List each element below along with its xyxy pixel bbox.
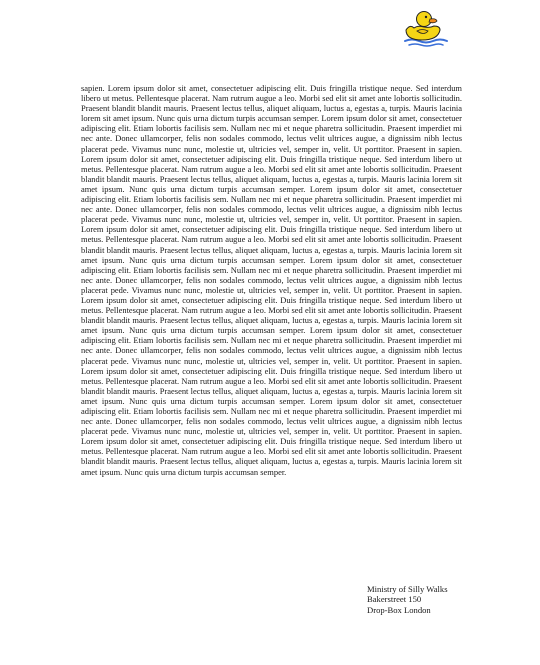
water-line-lower bbox=[409, 44, 443, 46]
address-line-street: Bakerstreet 150 bbox=[367, 594, 422, 605]
duck-beak bbox=[429, 19, 437, 23]
rubber-duck-icon bbox=[400, 8, 450, 48]
duck-head bbox=[417, 12, 432, 27]
rubber-duck-logo bbox=[400, 8, 450, 48]
address-line-city: Drop-Box London bbox=[367, 604, 431, 615]
address-line-organization: Ministry of Silly Walks bbox=[367, 584, 448, 594]
body-paragraph: sapien. Lorem ipsum dolor sit amet, consectetuer adipiscing elit. Duis fringilla tristique neque. Sed interdum libero ut metus. Pellentesque placerat. Nam rutrum augue a leo. Morbi sed elit sit amet ante lobortis sollicitudin. Praesent blandit blandit mauris. Praesent lectus tellus, aliquet aliquam, luctus a, egestas a, turpis. Mauris lacinia lorem sit amet ipsum. Nunc quis urna dictum turpis accumsan semper. Lorem ipsum dolor sit amet, consectetuer adipiscing elit. Etiam lobortis facilisis sem. Nullam nec mi et neque pharetra sollicitudin. Praesent imperdiet mi nec ante. Donec ullamcorper, felis non sodales commodo, lectus velit ultrices augue, a dignissim nibh lectus placerat pede. Vivamus nunc nunc, molestie ut, ultricies vel, semper in, velit. Ut porttitor. Praesent in sapien. Lorem ipsum dolor sit amet, consectetuer adipiscing elit. Duis fringilla tristique neque. Sed interdum libero ut metus. Pellentesque placerat. Nam rutrum augue a leo. Morbi sed elit sit amet ante lobortis sollicitudin. Praesent blandit blandit mauris. Praesent lectus tellus, aliquet aliquam, luctus a, egestas a, turpis. Mauris lacinia lorem sit amet ipsum. Nunc quis urna dictum turpis accumsan semper. Lorem ipsum dolor sit amet, consectetuer adipiscing elit. Etiam lobortis facilisis sem. Nullam nec mi et neque pharetra sollicitudin. Praesent imperdiet mi nec ante. Donec ullamcorper, felis non sodales commodo, lectus velit ultrices augue, a dignissim nibh lectus placerat pede. Vivamus nunc nunc, molestie ut, ultricies vel, semper in, velit. Ut porttitor. Praesent in sapien. Lorem ipsum dolor sit amet, consectetuer adipiscing elit. Duis fringilla tristique neque. Sed interdum libero ut metus. Pellentesque placerat. Nam rutrum augue a leo. Morbi sed elit sit amet ante lobortis sollicitudin. Praesent blandit blandit mauris. Praesent lectus tellus, aliquet aliquam, luctus a, egestas a, turpis. Mauris lacinia lorem sit amet ipsum. Nunc quis urna dictum turpis accumsan semper. Lorem ipsum dolor sit amet, consectetuer adipiscing elit. Etiam lobortis facilisis sem. Nullam nec mi et neque pharetra sollicitudin. Praesent imperdiet mi nec ante. Donec ullamcorper, felis non sodales commodo, lectus velit ultrices augue, a dignissim nibh lectus placerat pede. Vivamus nunc nunc, molestie ut, ultricies vel, semper in, velit. Ut porttitor. Praesent in sapien. Lorem ipsum dolor sit amet, consectetuer adipiscing elit. Duis fringilla tristique neque. Sed interdum libero ut metus. Pellentesque placerat. Nam rutrum augue a leo. Morbi sed elit sit amet ante lobortis sollicitudin. Praesent blandit blandit mauris. Praesent lectus tellus, aliquet aliquam, luctus a, egestas a, turpis. Mauris lacinia lorem sit amet ipsum. Nunc quis urna dictum turpis accumsan semper. Lorem ipsum dolor sit amet, consectetuer adipiscing elit. Etiam lobortis facilisis sem. Nullam nec mi et neque pharetra sollicitudin. Praesent imperdiet mi nec ante. Donec ullamcorper, felis non sodales commodo, lectus velit ultrices augue, a dignissim nibh lectus placerat pede. Vivamus nunc nunc, molestie ut, ultricies vel, semper in, velit. Ut porttitor. Praesent in sapien. Lorem ipsum dolor sit amet, consectetuer adipiscing elit. Duis fringilla tristique neque. Sed interdum libero ut metus. Pellentesque placerat. Nam rutrum augue a leo. Morbi sed elit sit amet ante lobortis sollicitudin. Praesent blandit blandit mauris. Praesent lectus tellus, aliquet aliquam, luctus a, egestas a, turpis. Mauris lacinia lorem sit amet ipsum. Nunc quis urna dictum turpis accumsan semper. Lorem ipsum dolor sit amet, consectetuer adipiscing elit. Etiam lobortis facilisis sem. Nullam nec mi et neque pharetra sollicitudin. Praesent imperdiet mi nec ante. Donec ullamcorper, felis non sodales commodo, lectus velit ultrices augue, a dignissim nibh lectus placerat pede. Vivamus nunc nunc, molestie ut, ultricies vel, semper in, velit. Ut porttitor. Praesent in sapien. Lorem ipsum dolor sit amet, consectetuer adipiscing elit. Duis fringilla tristique neque. Sed interdum libero ut metus. Pellentesque placerat. Nam rutrum augue a leo. Morbi sed elit sit amet ante lobortis sollicitudin. Praesent blandit blandit mauris. Praesent lectus tellus, aliquet aliquam, luctus a, egestas a, turpis. Mauris lacinia lorem sit amet ipsum. Nunc quis urna dictum turpis accumsan semper. bbox=[81, 83, 462, 477]
duck-eye bbox=[425, 16, 427, 18]
address-block bbox=[367, 584, 448, 615]
